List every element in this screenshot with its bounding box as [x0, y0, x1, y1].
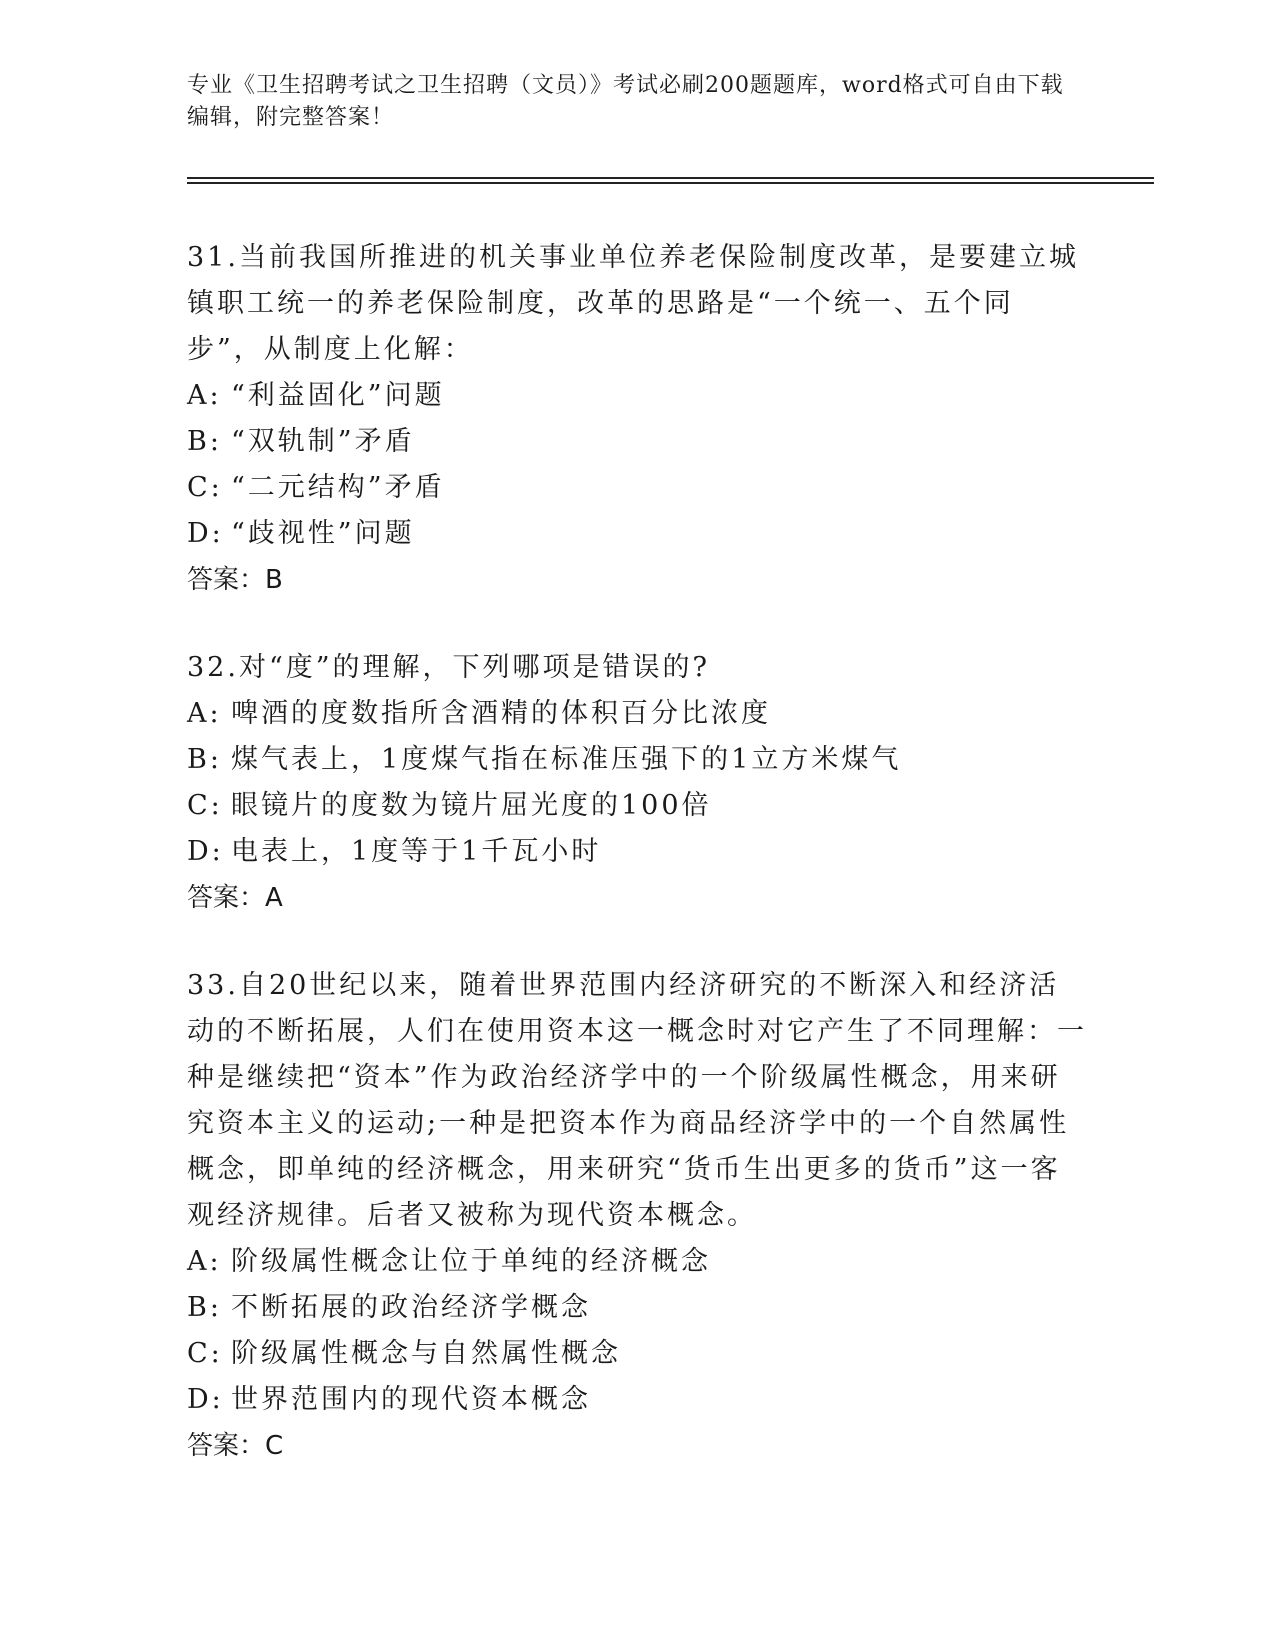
- option-text: “利益固化”问题: [231, 380, 445, 411]
- header-divider-bottom: [187, 182, 1154, 184]
- option-letter: A:: [187, 380, 222, 411]
- option-d: [187, 829, 1087, 875]
- option-text: 眼镜片的度数为镜片屈光度的100倍: [231, 790, 712, 821]
- option-text: 阶级属性概念让位于单纯的经济概念: [231, 1246, 711, 1277]
- option-letter: C:: [187, 472, 223, 503]
- answer-line: 答案：A: [187, 883, 283, 913]
- option-letter: D:: [187, 518, 224, 549]
- document-header: 专业《卫生招聘考试之卫生招聘（文员）》考试必刷200题题库，word格式可自由下载编辑，附完整答案！: [187, 73, 1064, 130]
- option-text: 电表上，1度等于1千瓦小时: [231, 836, 602, 867]
- question-32: [187, 645, 1087, 921]
- option-letter: B:: [187, 426, 222, 457]
- option-c: [187, 1331, 1087, 1377]
- option-d: [187, 1377, 1087, 1423]
- option-letter: A:: [187, 1246, 222, 1277]
- option-a: [187, 373, 1087, 419]
- question-stem: 33.自20世纪以来，随着世界范围内经济研究的不断深入和经济活动的不断拓展，人们在使用资本这一概念时对它产生了不同理解：一种是继续把“资本”作为政治经济学中的一个阶级属性概念，用来研究资本主义的运动;一种是把资本作为商品经济学中的一个自然属性概念，即单纯的经济概念，用来研究“货币生出更多的货币”这一客观经济规律。后者又被称为现代资本概念。: [187, 970, 1087, 1231]
- option-b: [187, 737, 1087, 783]
- option-letter: C:: [187, 790, 223, 821]
- option-text: “二元结构”矛盾: [231, 472, 445, 503]
- option-b: [187, 1285, 1087, 1331]
- option-a: [187, 1239, 1087, 1285]
- option-c: [187, 783, 1087, 829]
- option-text: “双轨制”矛盾: [231, 426, 415, 457]
- option-b: [187, 419, 1087, 465]
- option-letter: B:: [187, 1292, 222, 1323]
- option-letter: A:: [187, 698, 222, 729]
- option-text: 阶级属性概念与自然属性概念: [231, 1338, 621, 1369]
- answer-line: 答案：B: [187, 565, 283, 595]
- option-letter: B:: [187, 744, 222, 775]
- question-stem: 32.对“度”的理解，下列哪项是错误的?: [187, 652, 711, 683]
- option-a: [187, 691, 1087, 737]
- option-letter: C:: [187, 1338, 223, 1369]
- option-d: [187, 511, 1087, 557]
- option-text: 世界范围内的现代资本概念: [231, 1384, 591, 1415]
- option-text: 啤酒的度数指所含酒精的体积百分比浓度: [231, 698, 771, 729]
- option-letter: D:: [187, 1384, 224, 1415]
- option-text: 不断拓展的政治经济学概念: [231, 1292, 591, 1323]
- option-text: “歧视性”问题: [231, 518, 415, 549]
- question-33: [187, 963, 1087, 1469]
- question-stem: 31.当前我国所推进的机关事业单位养老保险制度改革，是要建立城镇职工统一的养老保险制度，改革的思路是“一个统一、五个同步”，从制度上化解：: [187, 242, 1079, 365]
- answer-line: 答案：C: [187, 1431, 284, 1461]
- option-text: 煤气表上，1度煤气指在标准压强下的1立方米煤气: [231, 744, 902, 775]
- question-31: [187, 235, 1087, 603]
- option-c: [187, 465, 1087, 511]
- option-letter: D:: [187, 836, 224, 867]
- header-divider-top: [187, 177, 1154, 179]
